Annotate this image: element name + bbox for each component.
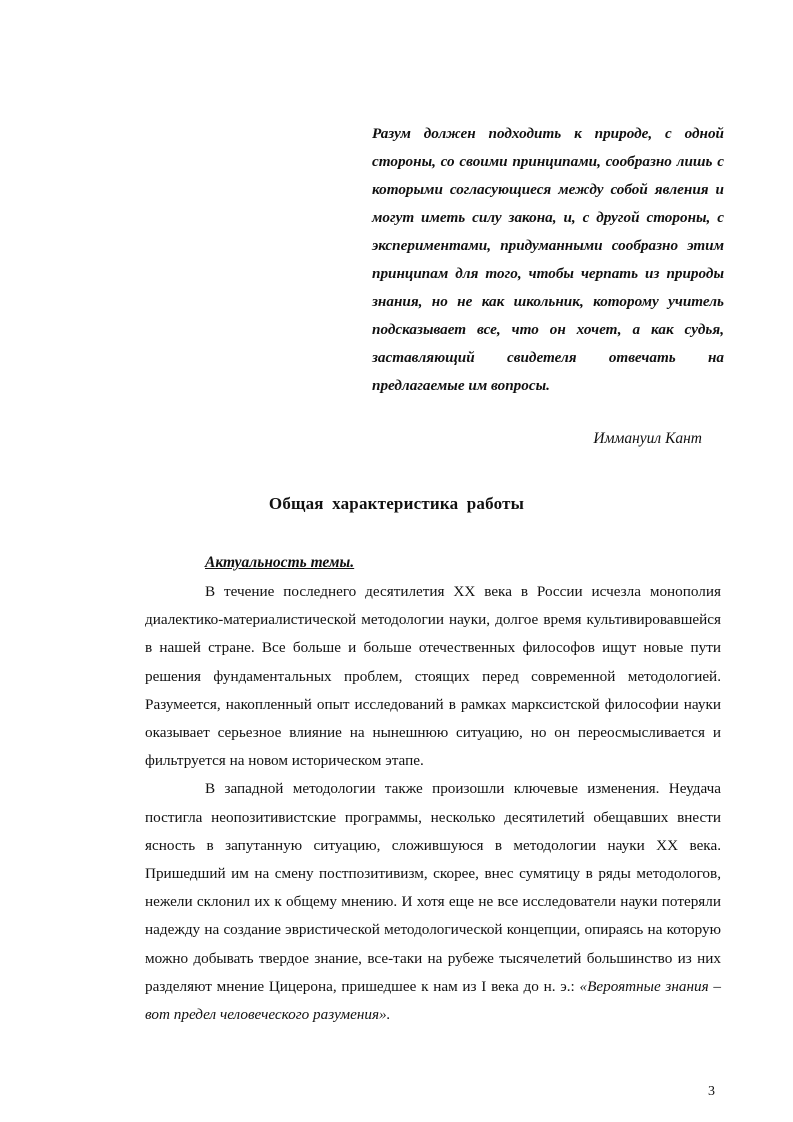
epigraph-text: Разум должен подходить к природе, с одной стороны, со своими принципами, сообразно лишь с которыми согласующиеся между собой явления и могут иметь силу закона, и, с другой стороны, с экспериментами, придуманными сообразно этим принципам для того, чтобы черпать из природы знания, но не как школьник, которому учитель подсказывает все, что он хочет, а как судья, заставляющий свидетеля отвечать на предлагаемые им вопросы.: [372, 125, 724, 394]
epigraph-author: Иммануил Кант: [593, 430, 702, 447]
paragraph-2-text: В западной методологии также произошли ключевые изменения. Неудача постигла неопозитивистские программы, несколько десятилетий обещавших внести ясность в запутанную ситуацию, сложившуюся в методологии науки XX века. Пришедший им на смену постпозитивизм, скорее, внес сумятицу в ряды методологов, нежели склонил их к общему мнению. И хотя еще не все исследователи науки потеряли надежду на создание эвристической методологической концепции, опираясь на которую можно добывать твердое знание, все-таки на рубеже тысячелетий большинство из них разделяют мнение Цицерона, пришедшее к нам из I века до н. э.:: [145, 780, 721, 995]
page-number: 3: [708, 1084, 715, 1099]
section-title: Общая характеристика работы: [268, 494, 525, 513]
cicero-quote: «Вероятные знания – вот предел человеческого разумения».: [145, 977, 721, 1024]
paragraph-1: В течение последнего десятилетия XX века в России исчезла монополия диалектико-материалистической методологии науки, долгое время культивировавшейся в нашей стране. Все больше и больше отечественных философов ищут новые пути решения фундаментальных проблем, стоящих перед современной методологией. Разумеется, накопленный опыт исследований в рамках марксистской философии науки оказывает серьезное влияние на нынешнюю ситуацию, но он переосмысливается и фильтруется на новом историческом этапе.: [145, 583, 721, 770]
body-text: [145, 578, 721, 1029]
subheading-relevance: Актуальность темы.: [205, 554, 355, 571]
paragraph-2: [145, 775, 721, 1029]
